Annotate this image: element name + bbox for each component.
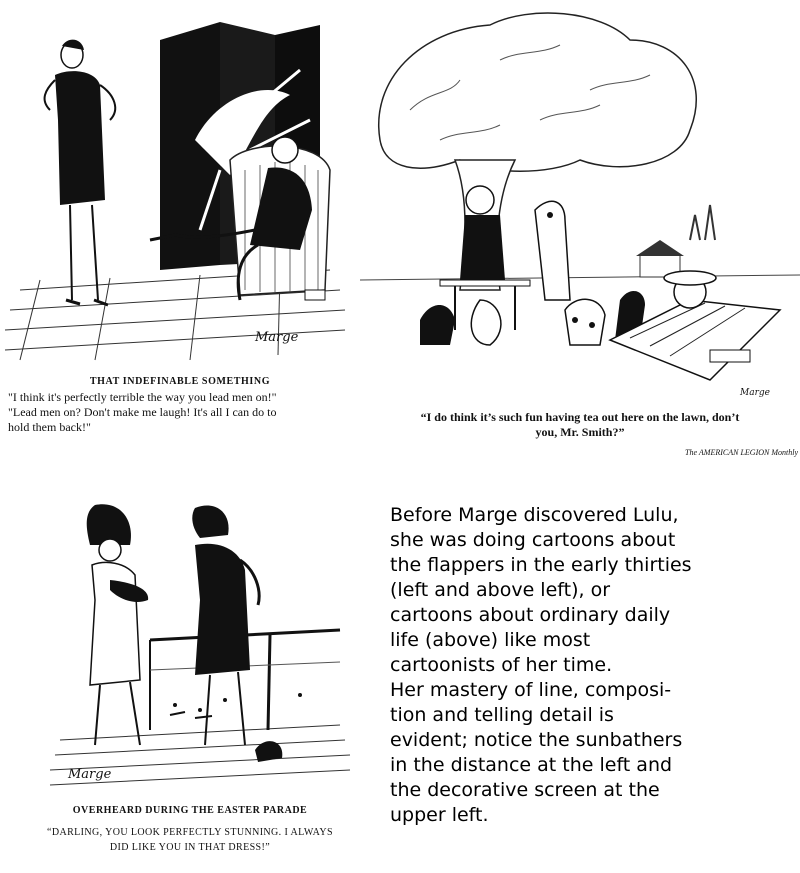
caption-line: "I think it's perfectly terrible the way you lead men on!" (8, 390, 277, 404)
caption-line: DID LIKE YOU IN THAT DRESS!” (109, 842, 271, 853)
cartoon-illustration-tea-party-dogs (360, 0, 800, 405)
commentary-line: upper left. (390, 804, 489, 826)
artist-signature: Marge (740, 388, 770, 398)
commentary-line: in the distance at the left and (390, 754, 673, 776)
commentary-line: Before Marge discovered Lulu, (390, 504, 679, 526)
caption-line: “DARLING, YOU LOOK PERFECTLY STUNNING. I ALWAYS (47, 827, 333, 838)
commentary-line: the decorative screen at the (390, 779, 660, 801)
caption-line: you, Mr. Smith?” (535, 425, 625, 439)
caption-line: "Lead men on? Don't make me laugh! It's all I can do to (8, 405, 277, 419)
cartoon-illustration-easter-parade (0, 490, 370, 800)
caption-title: OVERHEARD DURING THE EASTER PARADE (72, 805, 308, 816)
commentary-line: she was doing cartoons about (390, 529, 676, 551)
caption-quote (40, 825, 340, 855)
commentary-line: cartoonists of her time. (390, 654, 613, 676)
cartoon-illustration-flappers-screen (0, 0, 350, 370)
source-credit: The AMERICAN LEGION Monthly (685, 448, 798, 457)
commentary-line: Her mastery of line, composi- (390, 679, 672, 701)
caption-quote (370, 410, 790, 440)
commentary-line: the flappers in the early thirties (390, 554, 692, 576)
artist-signature: Marge (255, 330, 299, 345)
cartoon-panel-indefinable-something (0, 0, 350, 440)
commentary-text (390, 503, 800, 828)
caption-line: hold them back!" (8, 420, 91, 434)
commentary-line: evident; notice the sunbathers (390, 729, 683, 751)
cartoon-panel-tea-on-lawn (360, 0, 800, 470)
commentary-line: (left and above left), or (390, 579, 611, 601)
cartoon-panel-easter-parade (0, 490, 370, 873)
caption-title: THAT INDEFINABLE SOMETHING (89, 376, 271, 387)
commentary-line: cartoons about ordinary daily (390, 604, 671, 626)
caption-line: “I do think it’s such fun having tea out here on the lawn, don’t (420, 410, 740, 424)
artist-signature: Marge (68, 767, 112, 782)
commentary-line: tion and telling detail is (390, 704, 614, 726)
commentary-line: life (above) like most (390, 629, 591, 651)
